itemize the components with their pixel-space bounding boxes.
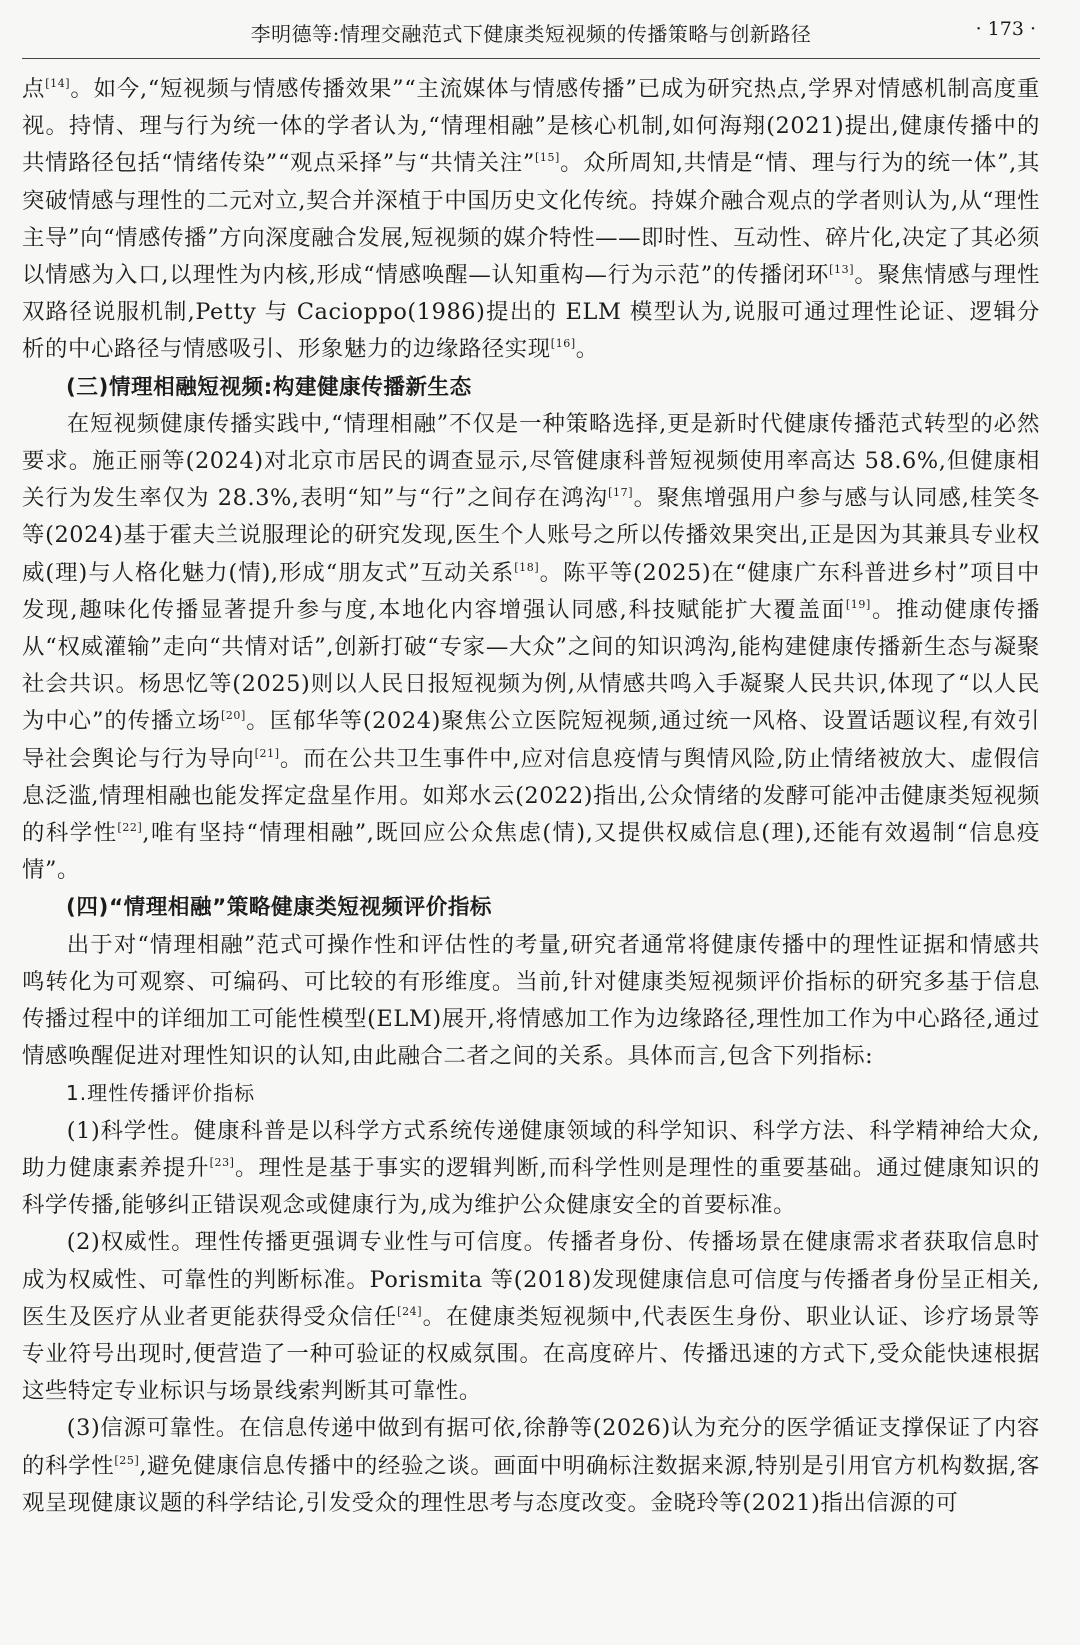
text-run: 在短视频健康传播实践中,“情理相融”不仅是一种策略选择,更是新时代健康传播范式转型的必然要求。施正丽等(2024)对北京市居民的调查显示,尽管健康科普短视频使用率高达 58.6%,但健康相关行为发生率仅为 28.3%,表明“知”与“行”之间存在鸿沟 [22, 410, 1040, 512]
paragraph-section-3 [22, 406, 1040, 890]
running-head-title: 李明德等:情理交融范式下健康类短视频的传播策略与创新路径 [250, 22, 812, 46]
citation-ref: [15] [534, 151, 560, 165]
text-run: 。匡郁华等(2024)聚焦公立医院短视频,通过统一风格、设置话题议程,有效引导社会舆论与行为导向 [22, 708, 1040, 772]
text-run: 出于对“情理相融”范式可操作性和评估性的考量,研究者通常将健康传播中的理性证据和情感共鸣转化为可观察、可编码、可比较的有形维度。当前,针对健康类短视频评价指标的研究多基于信息传播过程中的详细加工可能性模型(ELM)展开,将情感加工作为边缘路径,理性加工作为中心路径,通过情感唤醒促进对理性知识的认知,由此融合二者之间的关系。具体而言,包含下列指标: [22, 931, 1040, 1070]
running-head [22, 0, 1040, 59]
text-run: 。陈平等(2025)在“健康广东科普进乡村”项目中发现,趣味化传播显著提升参与度,本地化内容增强认同感,科技赋能扩大覆盖面 [22, 559, 1040, 623]
paragraph-source-reliability [22, 1410, 1040, 1522]
citation-ref: [20] [220, 709, 246, 723]
text-run: (2)权威性。理性传播更强调专业性与可信度。传播者身份、传播场景在健康需求者获取信息时成为权威性、可靠性的判断标准。Porismita 等(2018)发现健康信息可信度与传播者身份呈正相关,医生及医疗从业者更能获得受众信任 [22, 1229, 1040, 1330]
article-body [22, 71, 1040, 1522]
citation-ref: [14] [45, 77, 71, 90]
subheading-rational-indicators: 1.理性传播评价指标 [66, 1081, 256, 1106]
citation-ref: [23] [209, 1155, 235, 1169]
text-run: 。在健康类短视频中,代表医生身份、职业认证、诊疗场景等专业符号出现时,便营造了一种可验证的权威氛围。在高度碎片、传播迅速的方式下,受众能快速根据这些特定专业标识与场景线索判断其可靠性。 [22, 1303, 1040, 1405]
text-run: 。众所周知,共情是“情、理与行为的统一体”,其突破情感与理性的二元对立,契合并深植于中国历史文化传统。持媒介融合观点的学者则认为,从“理性主导”向“情感传播”方向深度融合发展,短视频的媒介特性——即时性、互动性、碎片化,决定了其必须以情感为入口,以理性为内核,形成“情感唤醒—认知重构—行为示范”的传播闭环 [22, 150, 1040, 289]
citation-ref: [17] [608, 486, 634, 500]
citation-ref: [19] [845, 597, 871, 611]
citation-ref: [18] [514, 560, 540, 574]
paragraph-section-4 [22, 927, 1040, 1076]
paragraph-authority [22, 1224, 1040, 1410]
page-number: · 173 · [975, 18, 1036, 40]
text-run: 。如今,“短视频与情感传播效果”“主流媒体与情感传播”已成为研究热点,学界对情感机制高度重视。持情、理与行为统一体的学者认为,“情理相融”是核心机制,如何海翔(2021)提出,健康传播中的共情路径包括“情绪传染”“观点采择”与“共情关注” [22, 76, 1040, 177]
citation-ref: [16] [550, 337, 576, 351]
paragraph-intro-continued [22, 71, 1040, 369]
text-run: 。而在公共卫生事件中,应对信息疫情与舆情风险,防止情绪被放大、虚假信息泛滥,情理相融也能发挥定盘星作用。如郑水云(2022)指出,公众情绪的发酵可能冲击健康类短视频的科学性 [22, 745, 1041, 847]
text-run: 。聚焦情感与理性双路径说服机制,Petty 与 Cacioppo(1986)提出的 ELM 模型认为,说服可通过理性论证、逻辑分析的中心路径与情感吸引、形象魅力的边缘路径实现 [22, 262, 1040, 363]
section-heading-3: (三)情理相融短视频:构建健康传播新生态 [66, 374, 472, 400]
text-run: ,避免健康信息传播中的经验之谈。画面中明确标注数据来源,特别是引用官方机构数据,客观呈现健康议题的科学结论,引发受众的理性思考与态度改变。金晓玲等(2021)指出信源的可 [22, 1452, 1041, 1516]
citation-ref: [22] [117, 821, 143, 835]
text-run: 。理性是基于事实的逻辑判断,而科学性则是理性的重要基础。通过健康知识的科学传播,能够纠正错误观念或健康行为,成为维护公众健康安全的首要标准。 [22, 1154, 1040, 1219]
text-run: 。 [575, 336, 599, 363]
citation-ref: [13] [829, 263, 855, 277]
text-run: ,唯有坚持“情理相融”,既回应公众焦虑(情),又提供权威信息(理),还能有效遏制“信息疫情”。 [22, 820, 1040, 884]
citation-ref: [21] [254, 746, 280, 760]
section-heading-4: (四)“情理相融”策略健康类短视频评价指标 [66, 895, 493, 921]
citation-ref: [25] [114, 1453, 140, 1467]
text-run: 点 [22, 76, 46, 102]
text-run: 。聚焦增强用户参与感与认同感,桂笑冬等(2024)基于霍夫兰说服理论的研究发现,医生个人账号之所以传播效果突出,正是因为其兼具专业权威(理)与人格化魅力(情),形成“朋友式”互动关系 [22, 485, 1041, 586]
citation-ref: [24] [397, 1304, 423, 1318]
text-run: (1)科学性。健康科普是以科学方式系统传递健康领域的科学知识、科学方法、科学精神给大众,助力健康素养提升 [22, 1117, 1040, 1181]
text-run: (3)信源可靠性。在信息传递中做到有据可依,徐静等(2026)认为充分的医学循证支撑保证了内容的科学性 [22, 1415, 1040, 1479]
text-run: 。推动健康传播从“权威灌输”走向“共情对话”,创新打破“专家—大众”之间的知识鸿沟,能构建健康传播新生态与凝聚社会共识。杨思忆等(2025)则以人民日报短视频为例,从情感共鸣入手凝聚人民共识,体现了“以人民为中心”的传播立场 [22, 596, 1041, 735]
paragraph-scientific [22, 1113, 1040, 1225]
